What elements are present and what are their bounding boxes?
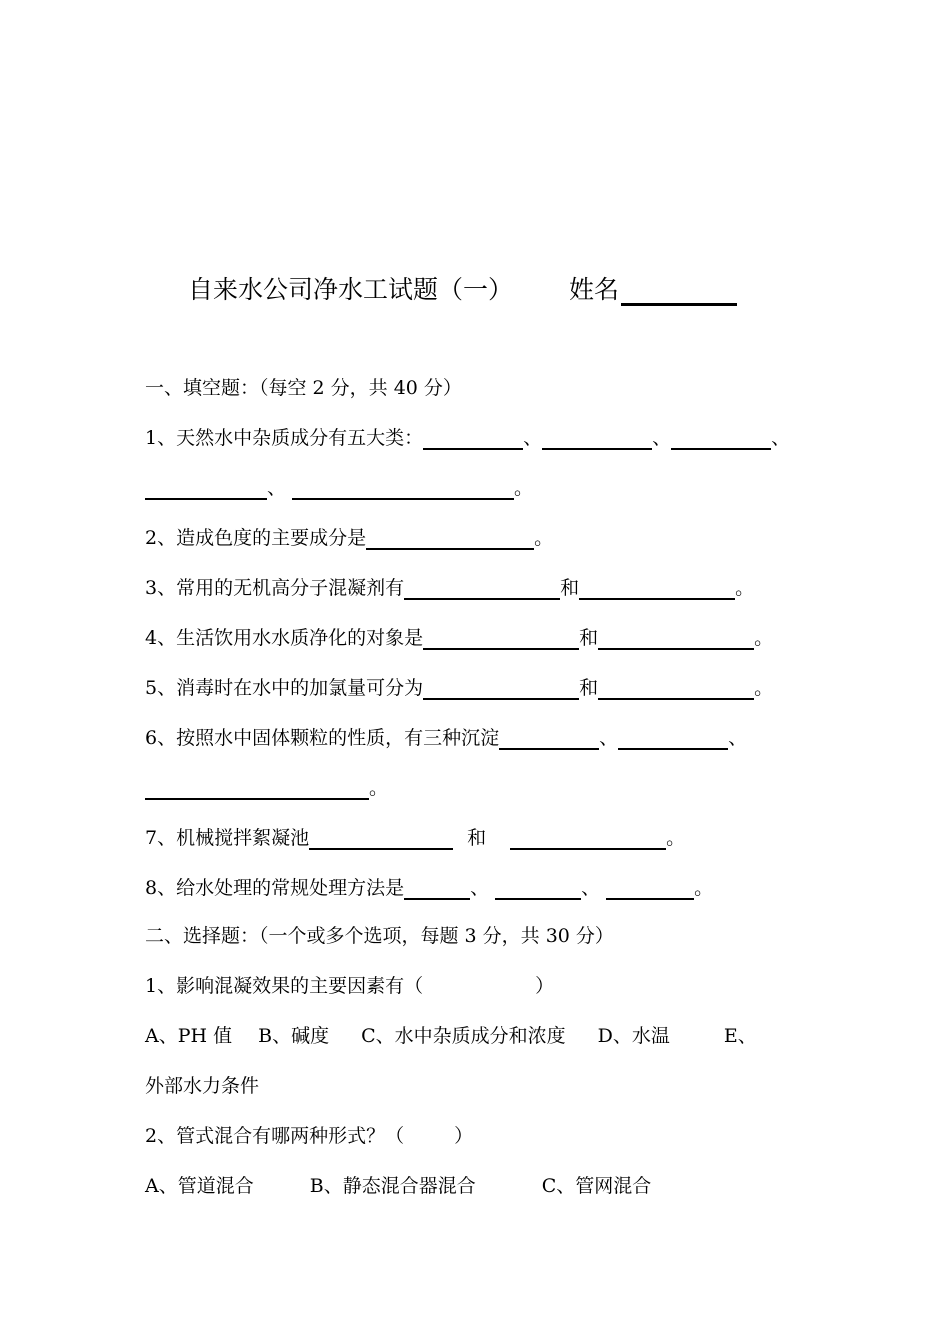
answer-blank[interactable]: [671, 422, 771, 450]
question-2-1-options-cont: [145, 1068, 259, 1098]
question-1-1: [145, 420, 790, 450]
answer-blank[interactable]: [598, 672, 754, 700]
period: 。: [666, 827, 686, 849]
period: 。: [735, 577, 755, 599]
separator: 、: [523, 427, 543, 449]
question-text: 6、按照水中固体颗粒的性质，有三种沉淀: [145, 727, 500, 749]
option-b[interactable]: B、静态混合器混合: [309, 1175, 476, 1197]
answer-blank[interactable]: [579, 572, 735, 600]
separator: 、: [728, 727, 748, 749]
question-1-6-cont: [145, 770, 388, 800]
period: 。: [754, 677, 774, 699]
answer-blank[interactable]: [145, 472, 267, 500]
option-e-text: 外部水力条件: [145, 1075, 260, 1097]
name-label: 姓名: [569, 275, 620, 304]
title-row: [188, 262, 737, 306]
question-text: 2、造成色度的主要成分是: [145, 527, 367, 549]
period: 。: [754, 627, 774, 649]
question-text: 4、生活饮用水水质净化的对象是: [145, 627, 424, 649]
answer-blank[interactable]: [495, 872, 581, 900]
question-1-4: [145, 620, 773, 650]
answer-blank[interactable]: [404, 572, 560, 600]
answer-blank[interactable]: [618, 722, 728, 750]
close-paren: ）: [535, 975, 555, 997]
answer-blank[interactable]: [423, 422, 523, 450]
question-1-1-cont: [145, 470, 533, 500]
conjunction: 和: [560, 577, 580, 599]
answer-blank[interactable]: [366, 522, 534, 550]
question-text: 7、机械搅拌絮凝池: [145, 827, 310, 849]
answer-blank[interactable]: [510, 822, 666, 850]
separator: 、: [771, 427, 791, 449]
question-text: 3、常用的无机高分子混凝剂有: [145, 577, 405, 599]
separator: 、: [652, 427, 672, 449]
question-2-1-options: [145, 1018, 757, 1048]
question-1-7: [145, 820, 685, 850]
separator: 、: [267, 477, 287, 499]
option-e[interactable]: E、: [723, 1025, 757, 1047]
answer-blank[interactable]: [145, 772, 369, 800]
period: 。: [694, 877, 714, 899]
section2-heading: [145, 918, 614, 948]
answer-blank[interactable]: [404, 872, 470, 900]
separator: 、: [581, 877, 601, 899]
conjunction: 和: [579, 677, 599, 699]
answer-blank[interactable]: [542, 422, 652, 450]
close-paren: ）: [454, 1125, 474, 1147]
answer-blank[interactable]: [423, 672, 579, 700]
option-a[interactable]: A、管道混合: [145, 1175, 254, 1197]
name-blank[interactable]: [621, 263, 737, 306]
answer-blank[interactable]: [292, 472, 514, 500]
conjunction: 和: [467, 827, 487, 849]
question-1-8: [145, 870, 713, 900]
period: 。: [514, 477, 534, 499]
conjunction: 和: [579, 627, 599, 649]
answer-blank[interactable]: [606, 872, 694, 900]
period: 。: [369, 777, 389, 799]
question-2-1: [145, 968, 554, 998]
question-text: 5、消毒时在水中的加氯量可分为: [145, 677, 424, 699]
question-1-5: [145, 670, 773, 700]
option-c[interactable]: C、水中杂质成分和浓度: [361, 1025, 566, 1047]
question-1-6: [145, 720, 747, 750]
option-d[interactable]: D、水温: [597, 1025, 670, 1047]
section1-heading-text: 一、填空题：（每空 2 分，共 40 分）: [145, 377, 462, 399]
exam-title: 自来水公司净水工试题（一）: [188, 275, 514, 304]
question-2-2: [145, 1118, 473, 1148]
separator: 、: [599, 727, 619, 749]
answer-blank[interactable]: [598, 622, 754, 650]
question-text: 1、影响混凝效果的主要因素有（: [145, 975, 424, 997]
question-text: 8、给水处理的常规处理方法是: [145, 877, 405, 899]
answer-blank[interactable]: [423, 622, 579, 650]
question-text: 1、天然水中杂质成分有五大类：: [145, 427, 424, 449]
question-1-3: [145, 570, 754, 600]
question-text: 2、管式混合有哪两种形式？（: [145, 1125, 405, 1147]
option-c[interactable]: C、管网混合: [541, 1175, 652, 1197]
option-a[interactable]: A、PH 值: [145, 1025, 233, 1047]
answer-blank[interactable]: [309, 822, 453, 850]
period: 。: [534, 527, 554, 549]
option-b[interactable]: B、碱度: [258, 1025, 330, 1047]
answer-blank[interactable]: [499, 722, 599, 750]
question-1-2: [145, 520, 553, 550]
separator: 、: [470, 877, 490, 899]
section2-heading-text: 二、选择题：（一个或多个选项，每题 3 分，共 30 分）: [145, 925, 614, 947]
question-2-2-options: [145, 1168, 651, 1198]
section1-heading: [145, 370, 462, 400]
